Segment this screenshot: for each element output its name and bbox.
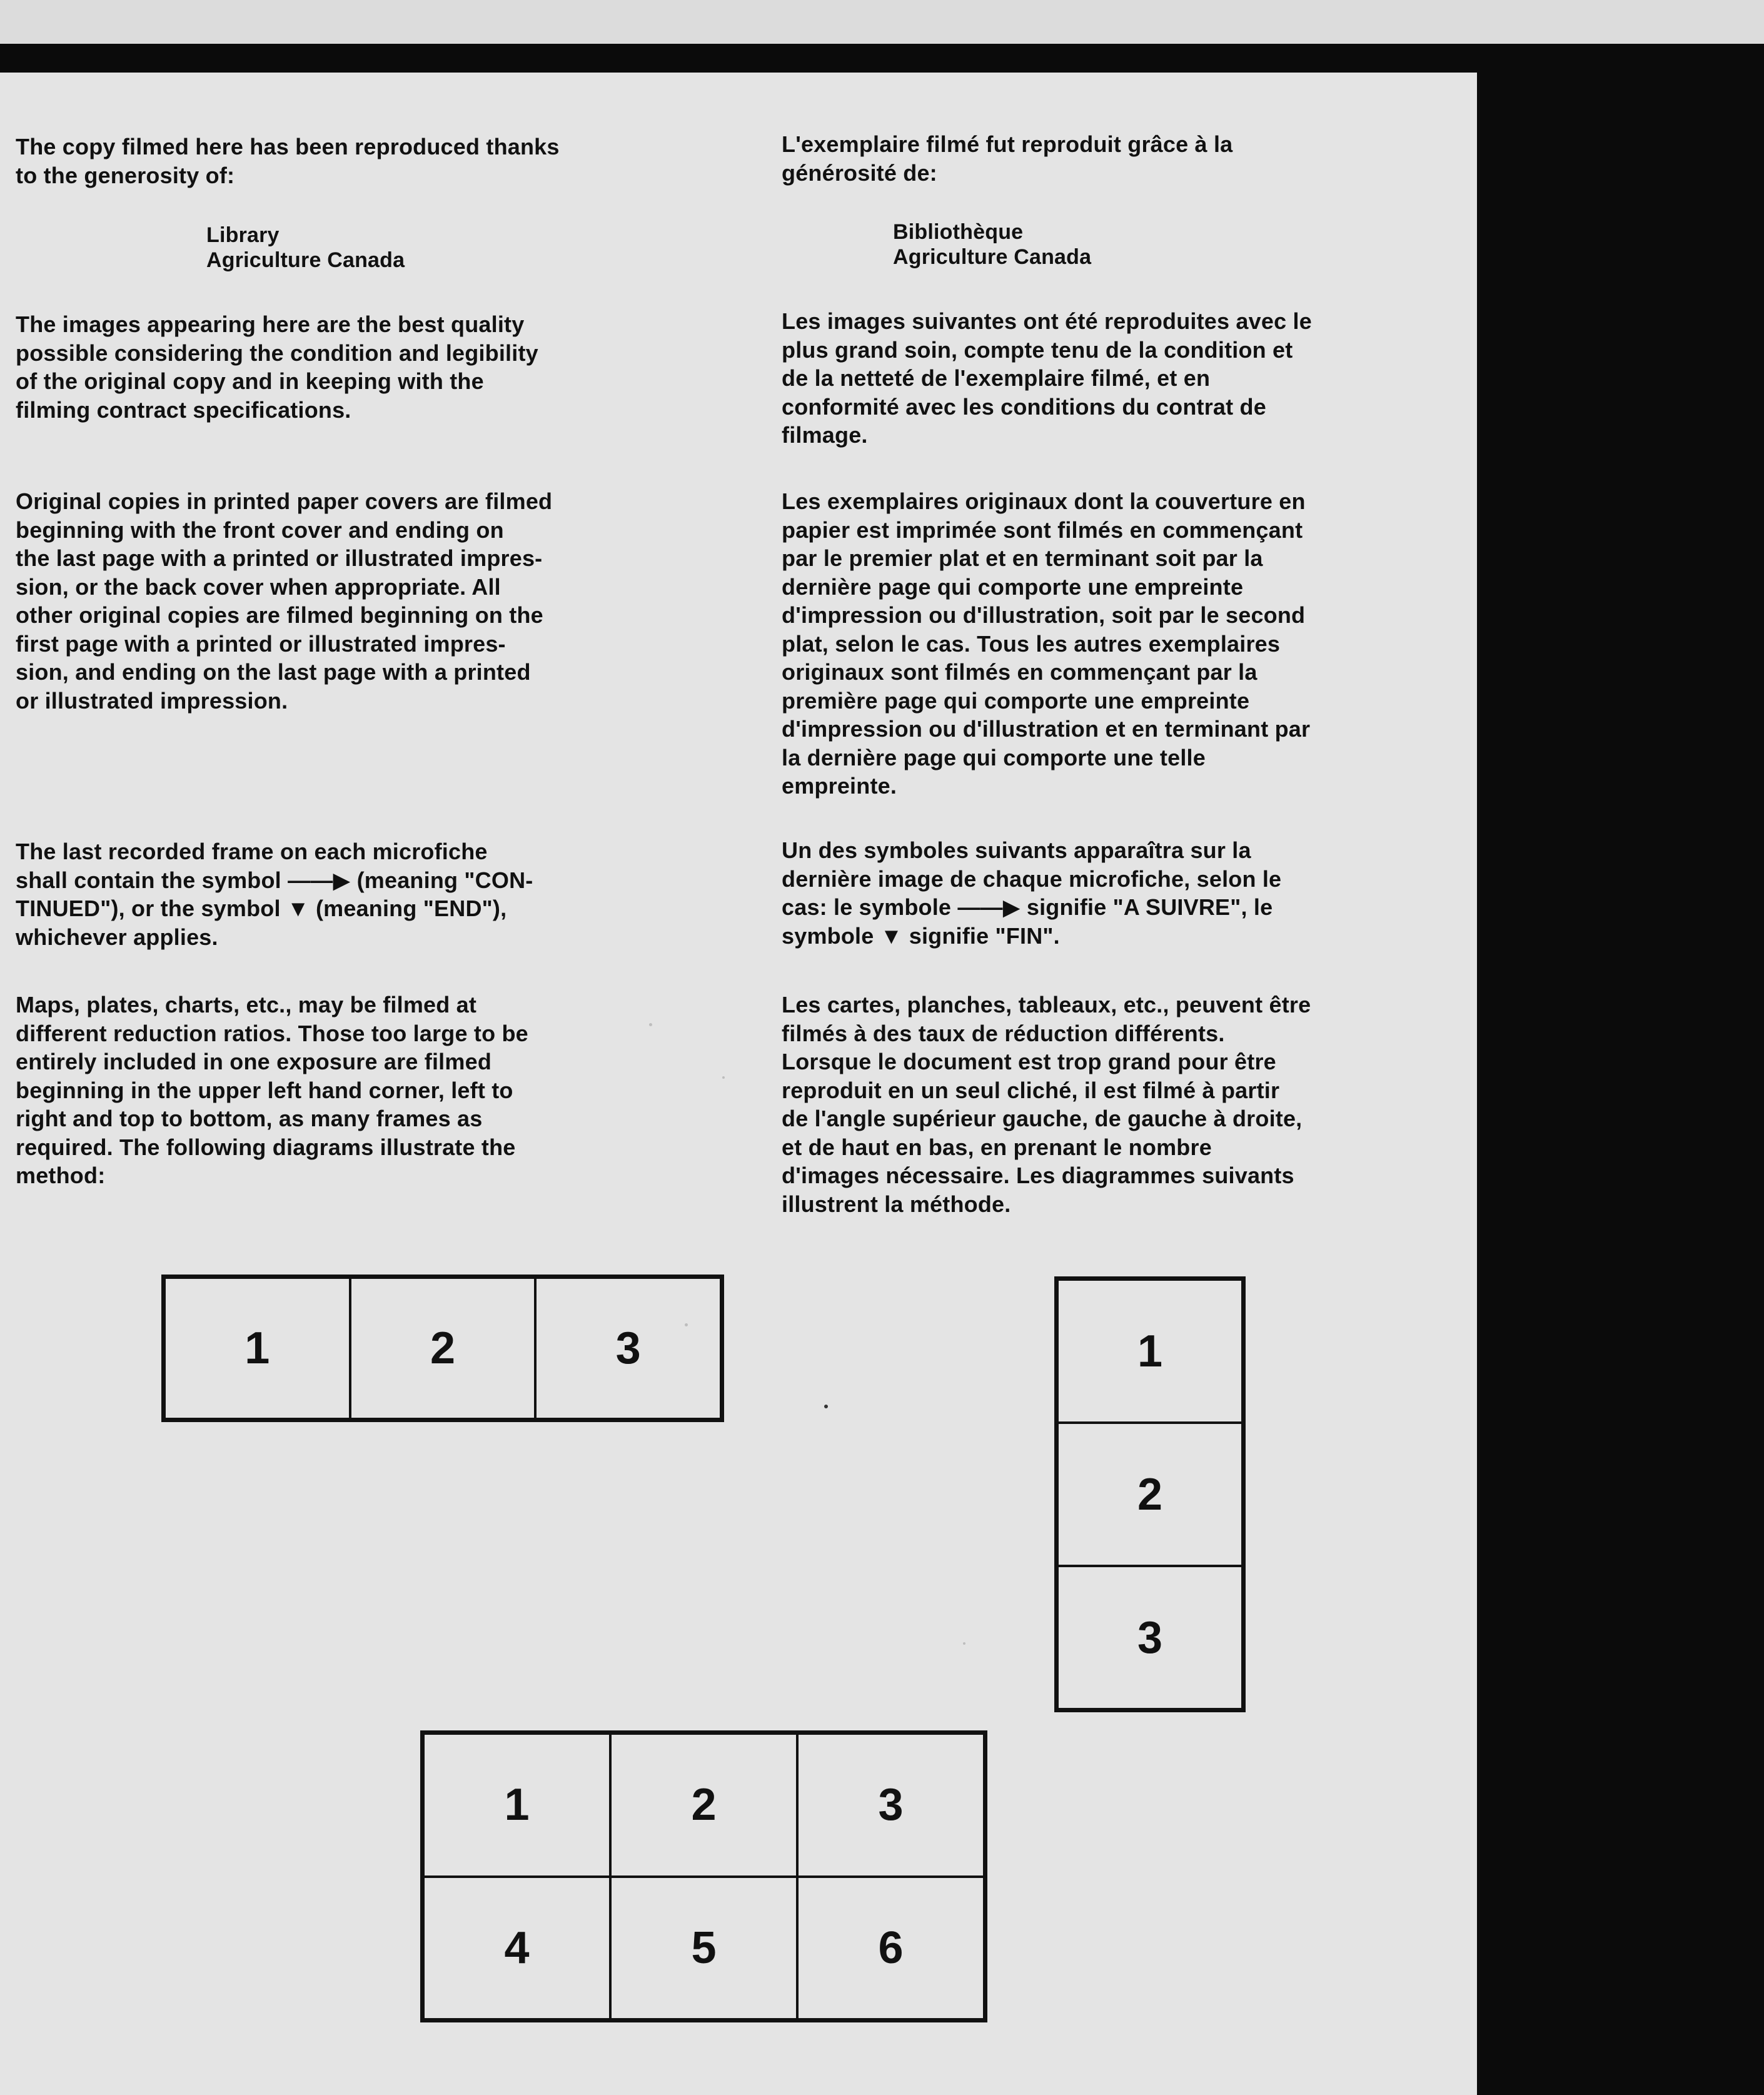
diagram-grid-cell: 6	[797, 1877, 984, 2020]
diagram-column-cell: 2	[1057, 1423, 1242, 1566]
speck	[824, 1405, 828, 1408]
document-page	[0, 73, 1477, 2095]
right-symbols-text-3: signifie "FIN".	[902, 922, 1060, 949]
left-library: Library Agriculture Canada	[206, 223, 405, 272]
right-originals: Les exemplaires originaux dont la couverture en papier est imprimée sont filmés en commençant par le premier plat et en terminant soit par la dernière page qui comporte une empreinte d'impression ou d'illustration, soit par le second plat, selon le cas. Tous les autres exemplaires originaux sont filmés en commençant par la première page qui comporte une empreinte d'impression ou d'illustration et en terminant par la dernière page qui comporte une telle empreinte.	[782, 488, 1311, 799]
right-quality: Les images suivantes ont été reproduites avec le plus grand soin, compte tenu de la condition et de la netteté de l'exemplaire filmé, et en conformité avec les conditions du contrat de filmage.	[782, 308, 1312, 448]
left-symbols-text-3: (meaning "END"), whichever applies.	[16, 896, 507, 950]
right-library: Bibliothèque Agriculture Canada	[893, 220, 1092, 269]
diagram-row-cell: 2	[350, 1278, 536, 1419]
diagram-grid-cell: 2	[610, 1734, 797, 1877]
speck	[722, 1076, 725, 1079]
diagram-column-cell: 3	[1057, 1566, 1242, 1709]
diagram-grid-cell: 1	[423, 1734, 610, 1877]
left-originals: Original copies in printed paper covers are filmed beginning with the front cover and ending on the last page with a printed or illustrated impres- sion, or the back cover when appropriate. All other original copies are filmed beginning on the first page with a printed or illustrated impres- sion, and ending on the last page with a printed or illustrated impression.	[16, 488, 553, 714]
diagram-grid-cell: 5	[610, 1877, 797, 2020]
diagram-grid	[420, 1730, 987, 2022]
diagram-column-cell: 1	[1057, 1280, 1242, 1423]
diagram-row-cell: 3	[535, 1278, 721, 1419]
diagram-row	[161, 1275, 724, 1422]
diagram-column	[1054, 1276, 1246, 1712]
end-triangle-icon: ▼	[286, 896, 310, 921]
left-intro: The copy filmed here has been reproduced thanks to the generosity of:	[16, 134, 560, 188]
right-intro: L'exemplaire filmé fut reproduit grâce à la générosité de:	[782, 131, 1233, 186]
speck	[649, 1023, 652, 1026]
scan-right-border	[1477, 44, 1764, 2095]
right-symbols	[782, 836, 1281, 950]
left-symbols-text-2: (meaning "CON- TINUED"), or the symbol	[16, 867, 533, 921]
continued-arrow-icon: ——▶	[288, 867, 351, 893]
right-symbols-text-1: Un des symboles suivants apparaîtra sur la dernière image de chaque microfiche, selon le cas: le symbole	[782, 837, 1282, 920]
diagram-grid-cell: 4	[423, 1877, 610, 2020]
right-symbols-text-2: signifie "A SUIVRE", le symbole	[782, 894, 1273, 949]
end-triangle-icon: ▼	[880, 922, 903, 949]
right-maps: Les cartes, planches, tableaux, etc., peuvent être filmés à des taux de réduction différents. Lorsque le document est trop grand pour être reproduit en un seul cliché, il est filmé à partir de l'angle supérieur gauche, de gauche à droite, et de haut en bas, en prenant le nombre d'images nécessaire. Les diagrammes suivants illustrent la méthode.	[782, 992, 1311, 1217]
left-symbols-text-1: The last recorded frame on each microfiche shall contain the symbol	[16, 839, 488, 893]
left-symbols	[16, 837, 533, 951]
left-quality: The images appearing here are the best quality possible considering the condition and legibility of the original copy and in keeping with the filming contract specifications.	[16, 311, 538, 423]
left-maps: Maps, plates, charts, etc., may be filmed at different reduction ratios. Those too large to be entirely included in one exposure are filmed beginning in the upper left hand corner, left to right and top to bottom, as many frames as required. The following diagrams illustrate the method:	[16, 992, 528, 1188]
diagram-grid-cell: 3	[797, 1734, 984, 1877]
continued-arrow-icon: ——▶	[957, 894, 1021, 920]
speck	[963, 1642, 965, 1645]
diagram-row-cell: 1	[164, 1278, 350, 1419]
